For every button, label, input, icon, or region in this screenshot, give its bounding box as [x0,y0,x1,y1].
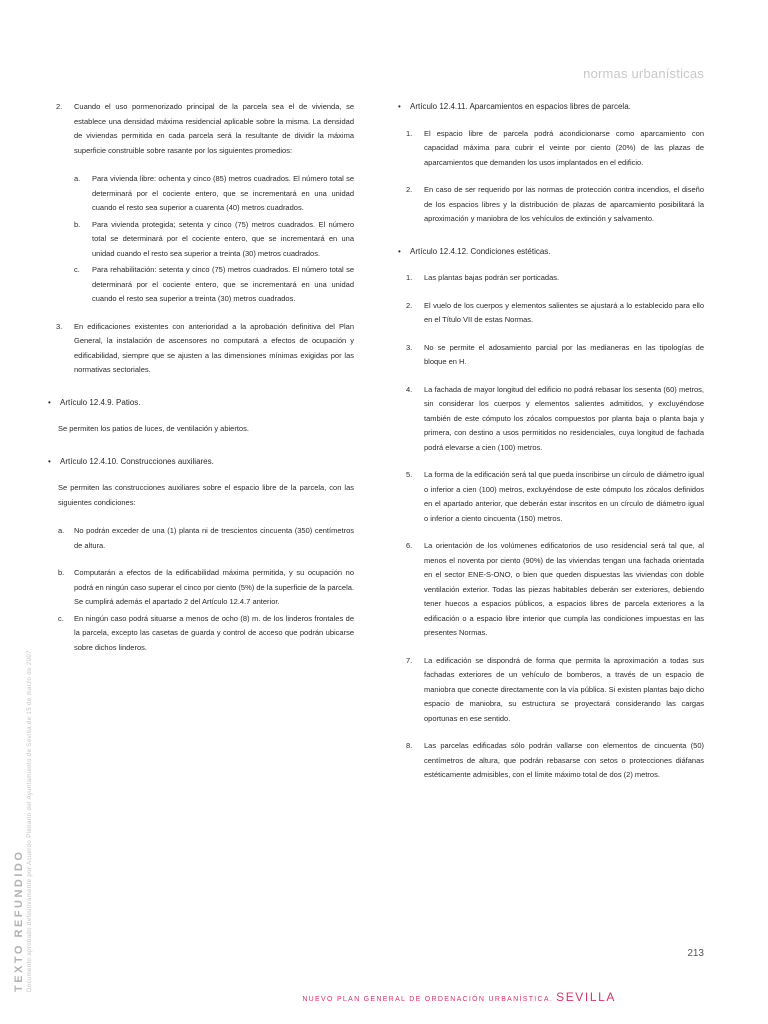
item-2 [48,100,354,158]
sub-item-c [48,263,354,307]
item-number: 6. [406,541,413,550]
item-number: 1. [406,273,413,282]
article-12-4-9-text: Se permiten los patios de luces, de ventilación y abiertos. [58,424,249,433]
aesthetic-item-4 [398,383,704,456]
item-number: 5. [406,470,413,479]
item-number: 4. [406,384,413,394]
item-number: 8. [406,741,413,750]
item-text: El vuelo de los cuerpos y elementos salientes se ajustará a lo establecido para ello en el Título VII de estas Normas. [424,300,704,324]
sidebar-subtitle: Documento aprobado definitivamente por Acuerdo Plenario del Ayuntamiento de Sevilla de 15 de marzo de 2007 [27,650,33,992]
item-number: 2. [406,185,413,194]
aesthetic-item-8 [398,739,704,783]
sub-item-text: Para vivienda libre: ochenta y cinco (85) metros cuadrados. El número total se determinará por el cociente entero, que se incrementará en una unidad cuando el resto sea superior a cuarenta (40) metros cuadrados. [92,174,354,212]
article-title: Artículo 12.4.9. Patios. [60,397,141,407]
sub-item-letter: b. [74,219,81,229]
parking-item-2 [398,183,704,227]
article-12-4-9-heading [48,396,354,411]
aesthetic-item-3 [398,341,704,370]
item-3 [48,320,354,378]
footer-plan: NUEVO PLAN GENERAL DE ORDENACIÓN URBANÍSTICA. [302,996,554,1003]
article-title: Artículo 12.4.11. Aparcamientos en espacios libres de parcela. [410,102,631,111]
bullet-icon: • [398,246,401,256]
aesthetic-item-6 [398,539,704,641]
sub-item-letter: c. [74,265,80,274]
footer-city: SEVILLA [556,990,616,1004]
article-12-4-10-heading [48,455,354,470]
item-text: No se permite el adosamiento parcial por las medianeras en las tipologías de bloque en H. [424,342,704,366]
sub-item-text: Para rehabilitación: setenta y cinco (75) metros cuadrados. El número total se determinará por el cociente entero, que se incrementará en una unidad cuando el resto sea superior a treinta (30) metros cuadrados. [92,265,354,303]
right-column [398,100,704,796]
item-text: Las plantas bajas podrán ser porticadas. [424,273,560,282]
condition-c [48,612,354,656]
condition-text: En ningún caso podrá situarse a menos de ocho (8) m. de los linderos frontales de la parcela, excepto las casetas de guarda y control de acceso que podrán ubicarse sobre dichos linderos. [74,613,354,652]
aesthetic-item-1 [398,271,704,286]
bullet-icon: • [48,397,51,407]
item-text: La fachada de mayor longitud del edificio no podrá rebasar los sesenta (60) metros, sin considerar los cuerpos y elementos salientes admitidos, y excluyéndose también de este cómputo los zócalos compuestos por planta baja o planta baja y primera, con destino a usos permitidos no residenciales, cuya longitud de fachada podrá elevarse a cien (100) metros. [424,384,704,452]
sub-item-b [48,218,354,262]
item-text: La forma de la edificación será tal que pueda inscribirse un círculo de diámetro igual o inferior a cien (100) metros, excluyéndose de este cómputo los zócalos definidos en el apartado anterior, que deberán estar inscritos en un círculo de diámetro igual o inferior a ciento cincuenta (150) metros. [424,470,704,523]
aesthetic-item-5 [398,468,704,526]
sub-item-text: Para vivienda protegida; setenta y cinco (75) metros cuadrados. El número total se determinará por el cociente entero, que se incrementará en una unidad cuando el resto sea superior a treinta (30) metros cuadrados. [92,219,354,258]
article-12-4-12-heading [398,245,704,260]
item-number: 1. [406,128,413,138]
page-number: 213 [687,948,704,959]
item-text: El espacio libre de parcela podrá acondicionarse como aparcamiento con capacidad máxima para cubrir el veinte por ciento (20%) de las plazas de aparcamientos que demanden los usos implantados en el edificio. [424,128,704,167]
item-number: 3. [406,342,413,352]
footer [302,988,616,1006]
aesthetic-item-7 [398,654,704,727]
left-column [48,100,354,668]
condition-letter: c. [58,613,64,623]
item-number: 2. [406,300,413,310]
condition-b [48,566,354,610]
item-text: Cuando el uso pormenorizado principal de la parcela sea el de vivienda, se establece una densidad máxima residencial aplicable sobre la misma. La densidad de viviendas permitida en cada parcela será la resultante de dividir la máxima superficie construible sobre rasante por los siguientes promedios: [74,102,354,155]
item-text: La edificación se dispondrá de forma que permita la aproximación a todas sus fachadas exteriores de un vehículo de bomberos, a través de un espacio de maniobra que conecte directamente con la vía pública. Si existen plantas bajo dicho espacio de maniobra, su estructura se proyectará considerando las cargas oportunas en ese sentido. [424,655,704,723]
article-12-4-10-intro: Se permiten las construcciones auxiliares sobre el espacio libre de la parcela, con las siguientes condiciones: [58,483,354,507]
condition-letter: b. [58,568,65,577]
article-title: Artículo 12.4.12. Condiciones estéticas. [410,246,551,256]
bullet-icon: • [48,456,51,466]
condition-letter: a. [58,526,65,535]
sub-item-letter: a. [74,174,81,183]
sidebar-title: TEXTO REFUNDIDO [13,849,25,992]
header-title: normas urbanísticas [583,66,704,81]
condition-text: Computarán a efectos de la edificabilidad máxima permitida, y su ocupación no podrá en ningún caso superar el cinco por ciento (5%) de la superficie de la parcela. Se cumplirá además el apartado 2 del Artículo 12.4.7 anterior. [74,568,354,606]
aesthetic-item-2 [398,299,704,328]
parking-item-1 [398,127,704,171]
item-number: 3. [56,321,63,331]
item-text: La orientación de los volúmenes edificatorios de uso residencial será tal que, al menos el noventa por ciento (90%) de las viviendas tengan una fachada orientada en el sector ENE-S-ONO, o bien que queden dispuestas las viviendas con doble ventilación exterior. Todas las piezas habitables deberán ser exteriores, debiendo tener huecos a espacios públicos, a espacios libres de parcela exteriores a la edificación o a espacio libre interior que cumpla las condiciones impuestas en las presentes Normas. [424,541,704,637]
item-text: Las parcelas edificadas sólo podrán vallarse con elementos de cincuenta (50) centímetros de altura, que podrán rebasarse con setos o protecciones diáfanas estéticamente admisibles, con el límite máximo total de dos (2) metros. [424,741,704,779]
condition-a [48,524,354,553]
sub-item-a [48,172,354,216]
item-number: 7. [406,655,413,665]
article-title: Artículo 12.4.10. Construcciones auxiliares. [60,456,214,466]
item-text: En caso de ser requerido por las normas de protección contra incendios, el diseño de los espacios libres y la distribución de plazas de aparcamiento posibilitará la aproximación y maniobra de los vehículos de extinción y salvamento. [424,185,704,223]
bullet-icon: • [398,102,401,111]
article-12-4-11-heading [398,100,704,115]
item-number: 2. [56,102,63,111]
item-text: En edificaciones existentes con anterioridad a la aprobación definitiva del Plan General, la instalación de ascensores no computará a efectos de ocupación y edificabilidad, siempre que se ajusten a las dimensiones mínimas exigidas por las normativas sectoriales. [74,321,354,374]
density-sublist [48,172,354,307]
condition-text: No podrán exceder de una (1) planta ni de trescientos cincuenta (350) centímetros de altura. [74,526,354,550]
